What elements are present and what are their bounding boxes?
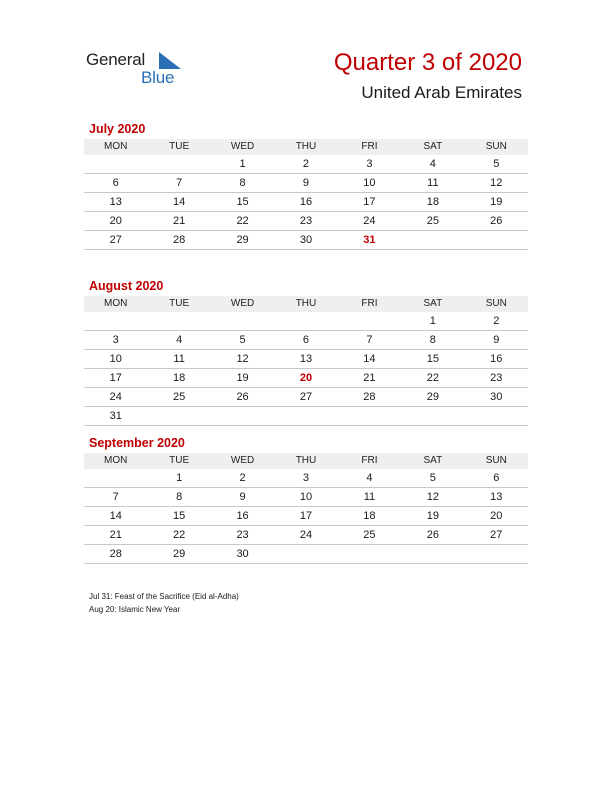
weekday-header: SUN [465,296,528,312]
day-cell: 26 [401,526,464,545]
day-cell: 5 [465,155,528,174]
day-cell: 22 [211,212,274,231]
day-cell [338,312,401,331]
day-cell: 8 [401,331,464,350]
weekday-header: WED [211,453,274,469]
day-cell [147,312,210,331]
day-cell: 18 [147,369,210,388]
logo-text-general: General [86,50,146,69]
day-cell [147,407,210,426]
day-cell: 1 [211,155,274,174]
day-cell: 11 [147,350,210,369]
month-july [84,122,528,250]
day-cell [274,545,337,564]
day-cell: 13 [465,488,528,507]
calendar-grid [84,296,528,426]
day-cell: 30 [211,545,274,564]
day-cell: 1 [147,469,210,488]
day-cell: 28 [338,388,401,407]
day-cell: 6 [274,331,337,350]
day-cell: 12 [211,350,274,369]
day-cell: 8 [147,488,210,507]
day-cell: 18 [401,193,464,212]
day-cell: 29 [211,231,274,250]
day-cell: 30 [465,388,528,407]
day-cell: 15 [401,350,464,369]
day-cell: 2 [465,312,528,331]
weekday-header: FRI [338,296,401,312]
day-cell: 12 [401,488,464,507]
day-cell [147,155,210,174]
day-cell: 11 [401,174,464,193]
day-cell: 29 [401,388,464,407]
page-title: Quarter 3 of 2020 [333,49,522,76]
weekday-header: MON [84,296,147,312]
day-cell: 29 [147,545,210,564]
day-cell: 21 [84,526,147,545]
day-cell: 25 [338,526,401,545]
day-cell: 7 [147,174,210,193]
day-cell [465,231,528,250]
day-cell: 14 [147,193,210,212]
day-cell: 21 [147,212,210,231]
weekday-header: TUE [147,139,210,155]
weekday-header: WED [211,296,274,312]
day-cell: 25 [147,388,210,407]
day-cell: 17 [274,507,337,526]
weekday-header: MON [84,453,147,469]
page-subtitle: United Arab Emirates [361,83,522,102]
day-cell: 15 [211,193,274,212]
day-cell: 27 [465,526,528,545]
day-cell: 4 [338,469,401,488]
day-cell: 26 [465,212,528,231]
day-cell: 21 [338,369,401,388]
day-cell: 1 [401,312,464,331]
day-cell: 9 [465,331,528,350]
month-september [84,436,528,564]
day-cell: 6 [84,174,147,193]
day-cell: 5 [211,331,274,350]
month-title: September 2020 [89,436,185,450]
day-cell: 17 [338,193,401,212]
day-cell: 6 [465,469,528,488]
weekday-header: MON [84,139,147,155]
weekday-header: SAT [401,453,464,469]
day-cell: 16 [465,350,528,369]
weekday-header: SUN [465,139,528,155]
day-cell: 11 [338,488,401,507]
day-cell: 13 [84,193,147,212]
day-cell: 30 [274,231,337,250]
weekday-header: FRI [338,139,401,155]
day-cell: 10 [274,488,337,507]
day-cell: 7 [338,331,401,350]
weekday-header: THU [274,296,337,312]
day-cell: 10 [84,350,147,369]
month-august [84,279,528,426]
logo-text-blue: Blue [141,68,175,87]
day-cell: 14 [84,507,147,526]
day-cell: 25 [401,212,464,231]
day-cell: 12 [465,174,528,193]
month-title: July 2020 [89,122,146,136]
holiday-notes [89,590,239,616]
holiday-note: Aug 20: Islamic New Year [89,605,181,614]
day-cell [211,312,274,331]
day-cell [401,231,464,250]
day-cell: 20 [84,212,147,231]
logo [86,50,186,90]
day-cell: 7 [84,488,147,507]
day-cell [84,312,147,331]
day-cell: 24 [84,388,147,407]
weekday-header: TUE [147,296,210,312]
weekday-header: SUN [465,453,528,469]
day-cell: 19 [211,369,274,388]
day-cell: 16 [274,193,337,212]
day-cell: 24 [274,526,337,545]
day-cell: 22 [401,369,464,388]
calendar-grid [84,453,528,564]
day-cell: 18 [338,507,401,526]
day-cell: 28 [147,231,210,250]
calendar-grid [84,139,528,250]
day-cell: 26 [211,388,274,407]
day-cell: 5 [401,469,464,488]
day-cell [211,407,274,426]
day-cell: 16 [211,507,274,526]
day-cell: 3 [338,155,401,174]
day-cell: 4 [401,155,464,174]
holiday-day-cell: 31 [338,231,401,250]
weekday-header: THU [274,139,337,155]
day-cell: 23 [465,369,528,388]
day-cell [465,545,528,564]
day-cell: 9 [211,488,274,507]
holiday-day-cell: 20 [274,369,337,388]
day-cell: 2 [211,469,274,488]
day-cell: 9 [274,174,337,193]
day-cell: 14 [338,350,401,369]
day-cell: 27 [274,388,337,407]
day-cell [84,469,147,488]
day-cell [274,407,337,426]
day-cell: 27 [84,231,147,250]
day-cell: 22 [147,526,210,545]
holiday-note: Jul 31: Feast of the Sacrifice (Eid al-Adha) [89,592,239,601]
day-cell: 13 [274,350,337,369]
day-cell: 23 [211,526,274,545]
weekday-header: FRI [338,453,401,469]
weekday-header: WED [211,139,274,155]
day-cell: 23 [274,212,337,231]
day-cell: 3 [274,469,337,488]
day-cell [274,312,337,331]
day-cell [338,407,401,426]
day-cell [338,545,401,564]
weekday-header: SAT [401,296,464,312]
day-cell: 19 [401,507,464,526]
weekday-header: TUE [147,453,210,469]
day-cell [84,155,147,174]
day-cell: 20 [465,507,528,526]
weekday-header: THU [274,453,337,469]
weekday-header: SAT [401,139,464,155]
day-cell [465,407,528,426]
day-cell: 3 [84,331,147,350]
day-cell: 10 [338,174,401,193]
day-cell: 17 [84,369,147,388]
day-cell: 19 [465,193,528,212]
day-cell: 31 [84,407,147,426]
day-cell: 2 [274,155,337,174]
day-cell: 28 [84,545,147,564]
day-cell: 8 [211,174,274,193]
day-cell: 24 [338,212,401,231]
day-cell: 4 [147,331,210,350]
day-cell: 15 [147,507,210,526]
month-title: August 2020 [89,279,164,293]
day-cell [401,545,464,564]
day-cell [401,407,464,426]
logo-flag-icon [159,52,181,69]
